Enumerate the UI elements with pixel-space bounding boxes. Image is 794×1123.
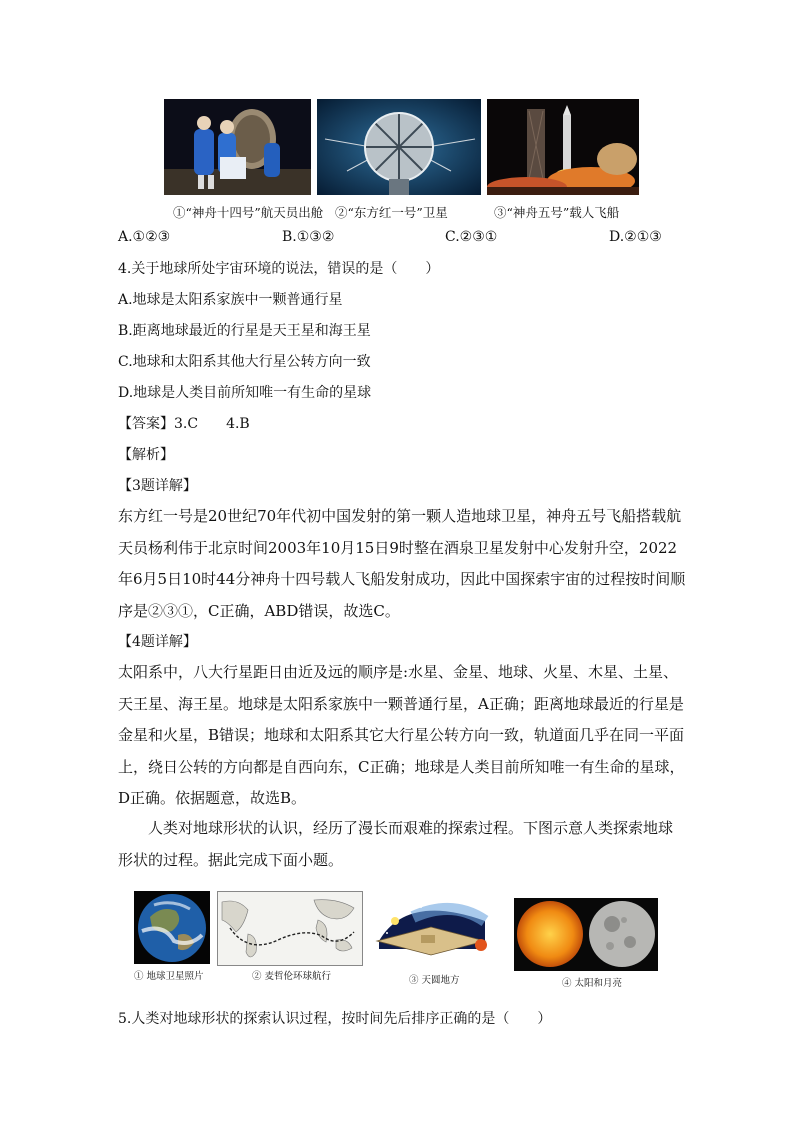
sun-and-moon-photo	[514, 898, 658, 971]
figure2-caption-1: ① 地球卫星照片	[134, 971, 204, 982]
figure2-caption-2: ② 麦哲伦环球航行	[252, 971, 332, 982]
figure1-caption-2: ②“东方红一号”卫星	[335, 205, 448, 220]
q3-detail-label: 【3题详解】	[118, 478, 197, 494]
q3-option-c: C.②③①	[445, 229, 498, 245]
intro-paragraph: 人类对地球形状的认识，经历了漫长而艰难的探索过程。下图示意人类探索地球形状的过程。据此完成下面小题。	[118, 819, 674, 869]
q4-option-d: D.地球是人类目前所知唯一有生命的星球	[118, 385, 372, 401]
q4-option-b: B.距离地球最近的行星是天王星和海王星	[118, 323, 371, 339]
astronaut-exit-photo	[164, 99, 311, 195]
magellan-voyage-map	[217, 891, 363, 966]
figure1-caption-1: ①“神舟十四号”航天员出舱	[173, 205, 324, 220]
q4-detail-text: 太阳系中，八大行星距日由近及远的顺序是:水星、金星、地球、火星、木星、土星、天王星、海王星。地球是太阳系家族中一颗普通行星，A正确；距离地球最近的行星是金星和火星，B错误；地球和太阳系其它大行星公转方向一致，轨道面几乎在同一平面上，绕日公转的方向都是自西向东，C正确；地球是人类目前所知唯一有生命的星球，D正确。依据题意，故选B。	[118, 663, 685, 807]
round-sky-square-earth-illustration	[373, 897, 491, 964]
q5-stem: 5.人类对地球形状的探索认识过程，按时间先后排序正确的是（ ）	[118, 1011, 552, 1027]
q4-option-a: A.地球是太阳系家族中一颗普通行星	[118, 292, 343, 308]
figure1-caption-3: ③“神舟五号”载人飞船	[494, 205, 620, 220]
q4-stem: 4.关于地球所处宇宙环境的说法，错误的是（ ）	[118, 261, 440, 277]
figure2-caption-4: ④ 太阳和月亮	[562, 978, 623, 989]
q3-option-d: D.②①③	[609, 229, 662, 245]
q3-option-b: B.①③②	[282, 229, 335, 245]
q4-detail-label: 【4题详解】	[118, 634, 197, 650]
rocket-launch-photo	[487, 99, 639, 195]
q3-option-a: A.①②③	[118, 229, 171, 245]
figure2-caption-3: ③ 天圆地方	[409, 975, 460, 986]
answer-line: 【答案】3.C 4.B	[118, 416, 250, 432]
q4-option-c: C.地球和太阳系其他大行星公转方向一致	[118, 354, 371, 370]
q3-detail-text: 东方红一号是20世纪70年代初中国发射的第一颗人造地球卫星，神舟五号飞船搭载航天员杨利伟于北京时间2003年10月15日9时整在酒泉卫星发射中心发射升空，2022年6月5日10时44分神舟十四号载人飞船发射成功，因此中国探索宇宙的过程按时间顺序是②③①，C正确，ABD错误，故选C。	[118, 507, 686, 620]
analysis-label: 【解析】	[118, 447, 174, 463]
satellite-photo	[317, 99, 481, 195]
earth-satellite-photo	[134, 891, 210, 964]
